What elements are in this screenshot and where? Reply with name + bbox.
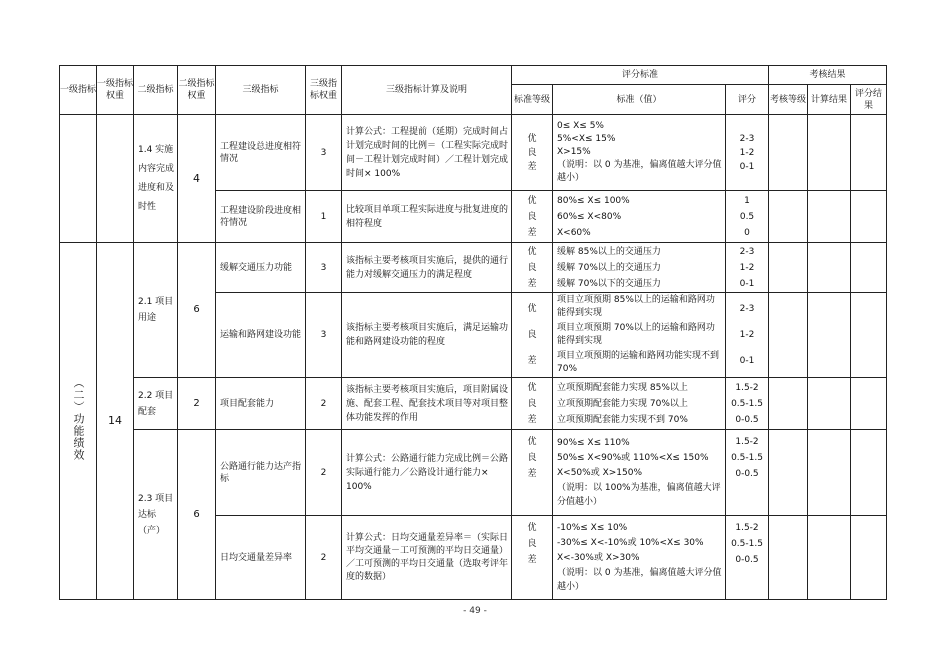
- score-list: [726, 115, 769, 191]
- level3-name: 项目配套能力: [216, 378, 306, 430]
- grade-item: 良: [527, 147, 537, 158]
- score-item: 0.5-1.5: [731, 453, 763, 463]
- result-score-cell: [851, 293, 887, 378]
- grade-list: [512, 243, 553, 293]
- header-result-score: 评分结果: [851, 85, 887, 115]
- result-score-cell: [851, 243, 887, 293]
- grade-item: 优: [527, 304, 537, 314]
- standard-item: X<60%: [557, 227, 591, 238]
- score-item: 0-0.5: [735, 469, 759, 479]
- standard-item: 60%≤ X<80%: [557, 211, 622, 222]
- grade-item: 差: [527, 161, 537, 172]
- level3-name: 日均交通量差异率: [216, 516, 306, 600]
- score-list: [726, 243, 769, 293]
- result-grade-cell: [769, 191, 808, 243]
- standard-list: [553, 378, 726, 430]
- level2-weight: 6: [178, 243, 216, 378]
- score-item: 0-1: [739, 278, 755, 289]
- level2-name: 2.2 项目配套: [134, 378, 178, 430]
- calc-description: 比较项目单项工程实际进度与批复进度的相符程度: [342, 191, 512, 243]
- page-number: - 49 -: [463, 606, 487, 616]
- score-item: 0.5: [739, 211, 755, 222]
- level3-name: 运输和路网建设功能: [216, 293, 306, 378]
- score-item: 1: [744, 195, 750, 206]
- score-item: 0-0.5: [735, 555, 759, 565]
- result-calc-cell: [808, 430, 851, 516]
- grade-list: [512, 516, 553, 600]
- standard-list: [553, 293, 726, 378]
- score-list: [726, 191, 769, 243]
- score-list: [726, 378, 769, 430]
- grade-item: 差: [527, 414, 537, 425]
- standard-item: X>15%: [557, 147, 591, 157]
- grade-item: 良: [527, 330, 537, 340]
- score-item: 0: [744, 227, 750, 238]
- level1-weight: 14: [97, 243, 134, 600]
- level2-name: 1.4 实施内容完成进度和及时性: [134, 115, 178, 243]
- result-grade-cell: [769, 430, 808, 516]
- score-list: [726, 293, 769, 378]
- grade-item: 优: [527, 382, 537, 393]
- score-item: 2-3: [739, 246, 755, 257]
- standard-item: 项目立项预期的运输和路网功能实现不到 70%: [557, 351, 720, 374]
- header-calculation: 三级指标计算及说明: [342, 66, 512, 115]
- level3-weight: 3: [306, 293, 342, 378]
- cell-level1-empty: [60, 115, 97, 243]
- level2-name: 2.3 项目达标（产）: [134, 430, 178, 600]
- level2-name: 2.1 项目用途: [134, 243, 178, 378]
- result-grade-cell: [769, 378, 808, 430]
- level3-name: 工程建设总进度相符情况: [216, 115, 306, 191]
- level2-weight: 4: [178, 115, 216, 243]
- standard-note: （说明：以 100%为基准，偏离值越大评分值越小）: [557, 483, 721, 507]
- header-level2-weight: 二级指标权重: [178, 66, 216, 115]
- result-score-cell: [851, 430, 887, 516]
- score-item: 0.5-1.5: [731, 398, 763, 409]
- grade-item: 良: [527, 453, 537, 463]
- standard-item: 立项预期配套能力实现 85%以上: [557, 382, 688, 393]
- standard-list: [553, 516, 726, 600]
- grade-item: 差: [527, 555, 537, 565]
- result-calc-cell: [808, 115, 851, 191]
- standard-item: 5%<X≤ 15%: [557, 134, 616, 144]
- standard-list: [553, 430, 726, 516]
- standard-item: -30%≤ X<-10%或 10%<X≤ 30%: [557, 538, 704, 548]
- grade-list: [512, 115, 553, 191]
- score-item: 1-2: [739, 147, 755, 158]
- level3-weight: 1: [306, 191, 342, 243]
- score-item: 1.5-2: [735, 523, 759, 533]
- standard-item: 缓解 85%以上的交通压力: [557, 246, 661, 257]
- header-scoring: 评分标准: [512, 66, 769, 85]
- header-level1-weight: 一级指标权重: [97, 66, 134, 115]
- grade-item: 良: [527, 539, 537, 549]
- standard-item: 立项预期配套能力实现 70%以上: [557, 398, 688, 409]
- level3-weight: 3: [306, 243, 342, 293]
- header-result: 考核结果: [769, 66, 887, 85]
- level3-weight: 3: [306, 115, 342, 191]
- calc-description: 该指标主要考核项目实施后，项目附属设施、配套工程、配套技术项目等对项目整体功能发挥的作用: [342, 378, 512, 430]
- grade-item: 良: [527, 398, 537, 409]
- header-score: 评分: [726, 85, 769, 115]
- standard-item: 50%≤ X<90%或 110%<X≤ 150%: [557, 453, 709, 463]
- result-calc-cell: [808, 191, 851, 243]
- score-item: 1.5-2: [735, 437, 759, 447]
- score-item: 2-3: [739, 133, 755, 144]
- standard-note: （说明：以 0 为基准，偏离值越大评分值越小）: [557, 568, 722, 592]
- level2-weight: 6: [178, 430, 216, 600]
- result-score-cell: [851, 115, 887, 191]
- grade-item: 优: [527, 437, 537, 447]
- standard-item: X<50%或 X>150%: [557, 468, 643, 478]
- grade-list: [512, 191, 553, 243]
- level1-name: [60, 243, 97, 600]
- score-list: [726, 516, 769, 600]
- level3-name: 缓解交通压力功能: [216, 243, 306, 293]
- result-score-cell: [851, 378, 887, 430]
- grade-item: 良: [527, 262, 537, 273]
- grade-list: [512, 430, 553, 516]
- header-level2: 二级指标: [134, 66, 178, 115]
- standard-item: 项目立项预期 85%以上的运输和路网功能得到实现: [557, 295, 715, 318]
- level2-weight: 2: [178, 378, 216, 430]
- level3-name: 工程建设阶段进度相符情况: [216, 191, 306, 243]
- standard-list: [553, 115, 726, 191]
- grade-item: 优: [527, 133, 537, 144]
- level3-weight: 2: [306, 516, 342, 600]
- grade-item: 优: [527, 195, 537, 206]
- result-grade-cell: [769, 243, 808, 293]
- grade-item: 差: [527, 278, 537, 289]
- grade-item: 差: [527, 356, 537, 366]
- result-calc-cell: [808, 378, 851, 430]
- score-item: 1.5-2: [735, 382, 759, 393]
- cell-level1-weight-empty: [97, 115, 134, 243]
- calc-description: 计算公式：工程提前（延期）完成时间占计划完成时间的比例＝（工程实际完成时间－工程计划完成时间）／工程计划完成时间× 100%: [342, 115, 512, 191]
- result-grade-cell: [769, 516, 808, 600]
- table-row: [60, 378, 887, 430]
- level3-weight: 2: [306, 378, 342, 430]
- standard-item: 缓解 70%以下的交通压力: [557, 278, 661, 289]
- grade-item: 差: [527, 469, 537, 479]
- score-item: 0-1: [739, 356, 755, 366]
- standard-item: -10%≤ X≤ 10%: [557, 523, 628, 533]
- performance-table: [59, 65, 887, 600]
- grade-item: 优: [527, 246, 537, 257]
- standard-note: （说明：以 0 为基准，偏离值越大评分值越小）: [557, 160, 722, 183]
- level3-weight: 2: [306, 430, 342, 516]
- calc-description: 该指标主要考核项目实施后，满足运输功能和路网建设功能的程度: [342, 293, 512, 378]
- score-item: 0-0.5: [735, 414, 759, 425]
- result-grade-cell: [769, 293, 808, 378]
- grade-item: 差: [527, 227, 537, 238]
- result-calc-cell: [808, 516, 851, 600]
- score-item: 1-2: [739, 330, 755, 340]
- score-item: 2-3: [739, 304, 755, 314]
- score-item: 1-2: [739, 262, 755, 273]
- level3-name: 公路通行能力达产指标: [216, 430, 306, 516]
- standard-item: 80%≤ X≤ 100%: [557, 195, 630, 206]
- standard-item: 项目立项预期 70%以上的运输和路网功能得到实现: [557, 323, 715, 346]
- score-list: [726, 430, 769, 516]
- header-level3-weight: 三级指标权重: [306, 66, 342, 115]
- standard-item: 90%≤ X≤ 110%: [557, 438, 630, 448]
- calc-description: 该指标主要考核项目实施后，提供的通行能力对缓解交通压力的满足程度: [342, 243, 512, 293]
- grade-list: [512, 378, 553, 430]
- level1-name-text: （二）功能绩效: [72, 377, 85, 461]
- calc-description: 计算公式：公路通行能力完成比例＝公路实际通行能力／公路设计通行能力× 100%: [342, 430, 512, 516]
- table-row: [60, 430, 887, 516]
- calc-description: 计算公式：日均交通量差异率＝（实际日平均交通量－工可预测的平均日交通量）／工可预测的平均日交通量（选取考评年度的数据）: [342, 516, 512, 600]
- standard-list: [553, 243, 726, 293]
- standard-item: 立项预期配套能力实现不到 70%: [557, 414, 688, 425]
- result-score-cell: [851, 191, 887, 243]
- score-item: 0-1: [739, 161, 755, 172]
- table-row: [60, 115, 887, 191]
- standard-item: X<-30%或 X>30%: [557, 553, 640, 563]
- grade-item: 良: [527, 211, 537, 222]
- header-result-grade: 考核等级: [769, 85, 808, 115]
- result-calc-cell: [808, 243, 851, 293]
- header-level1: 一级指标: [60, 66, 97, 115]
- header-level3: 三级指标: [216, 66, 306, 115]
- header-grade: 标准等级: [512, 85, 553, 115]
- header-result-calc: 计算结果: [808, 85, 851, 115]
- standard-list: [553, 191, 726, 243]
- standard-item: 缓解 70%以上的交通压力: [557, 262, 661, 273]
- result-calc-cell: [808, 293, 851, 378]
- score-item: 0.5-1.5: [731, 539, 763, 549]
- grade-list: [512, 293, 553, 378]
- header-standard: 标准（值）: [553, 85, 726, 115]
- result-grade-cell: [769, 115, 808, 191]
- table-row: [60, 243, 887, 293]
- standard-item: 0≤ X≤ 5%: [557, 121, 604, 131]
- grade-item: 优: [527, 523, 537, 533]
- result-score-cell: [851, 516, 887, 600]
